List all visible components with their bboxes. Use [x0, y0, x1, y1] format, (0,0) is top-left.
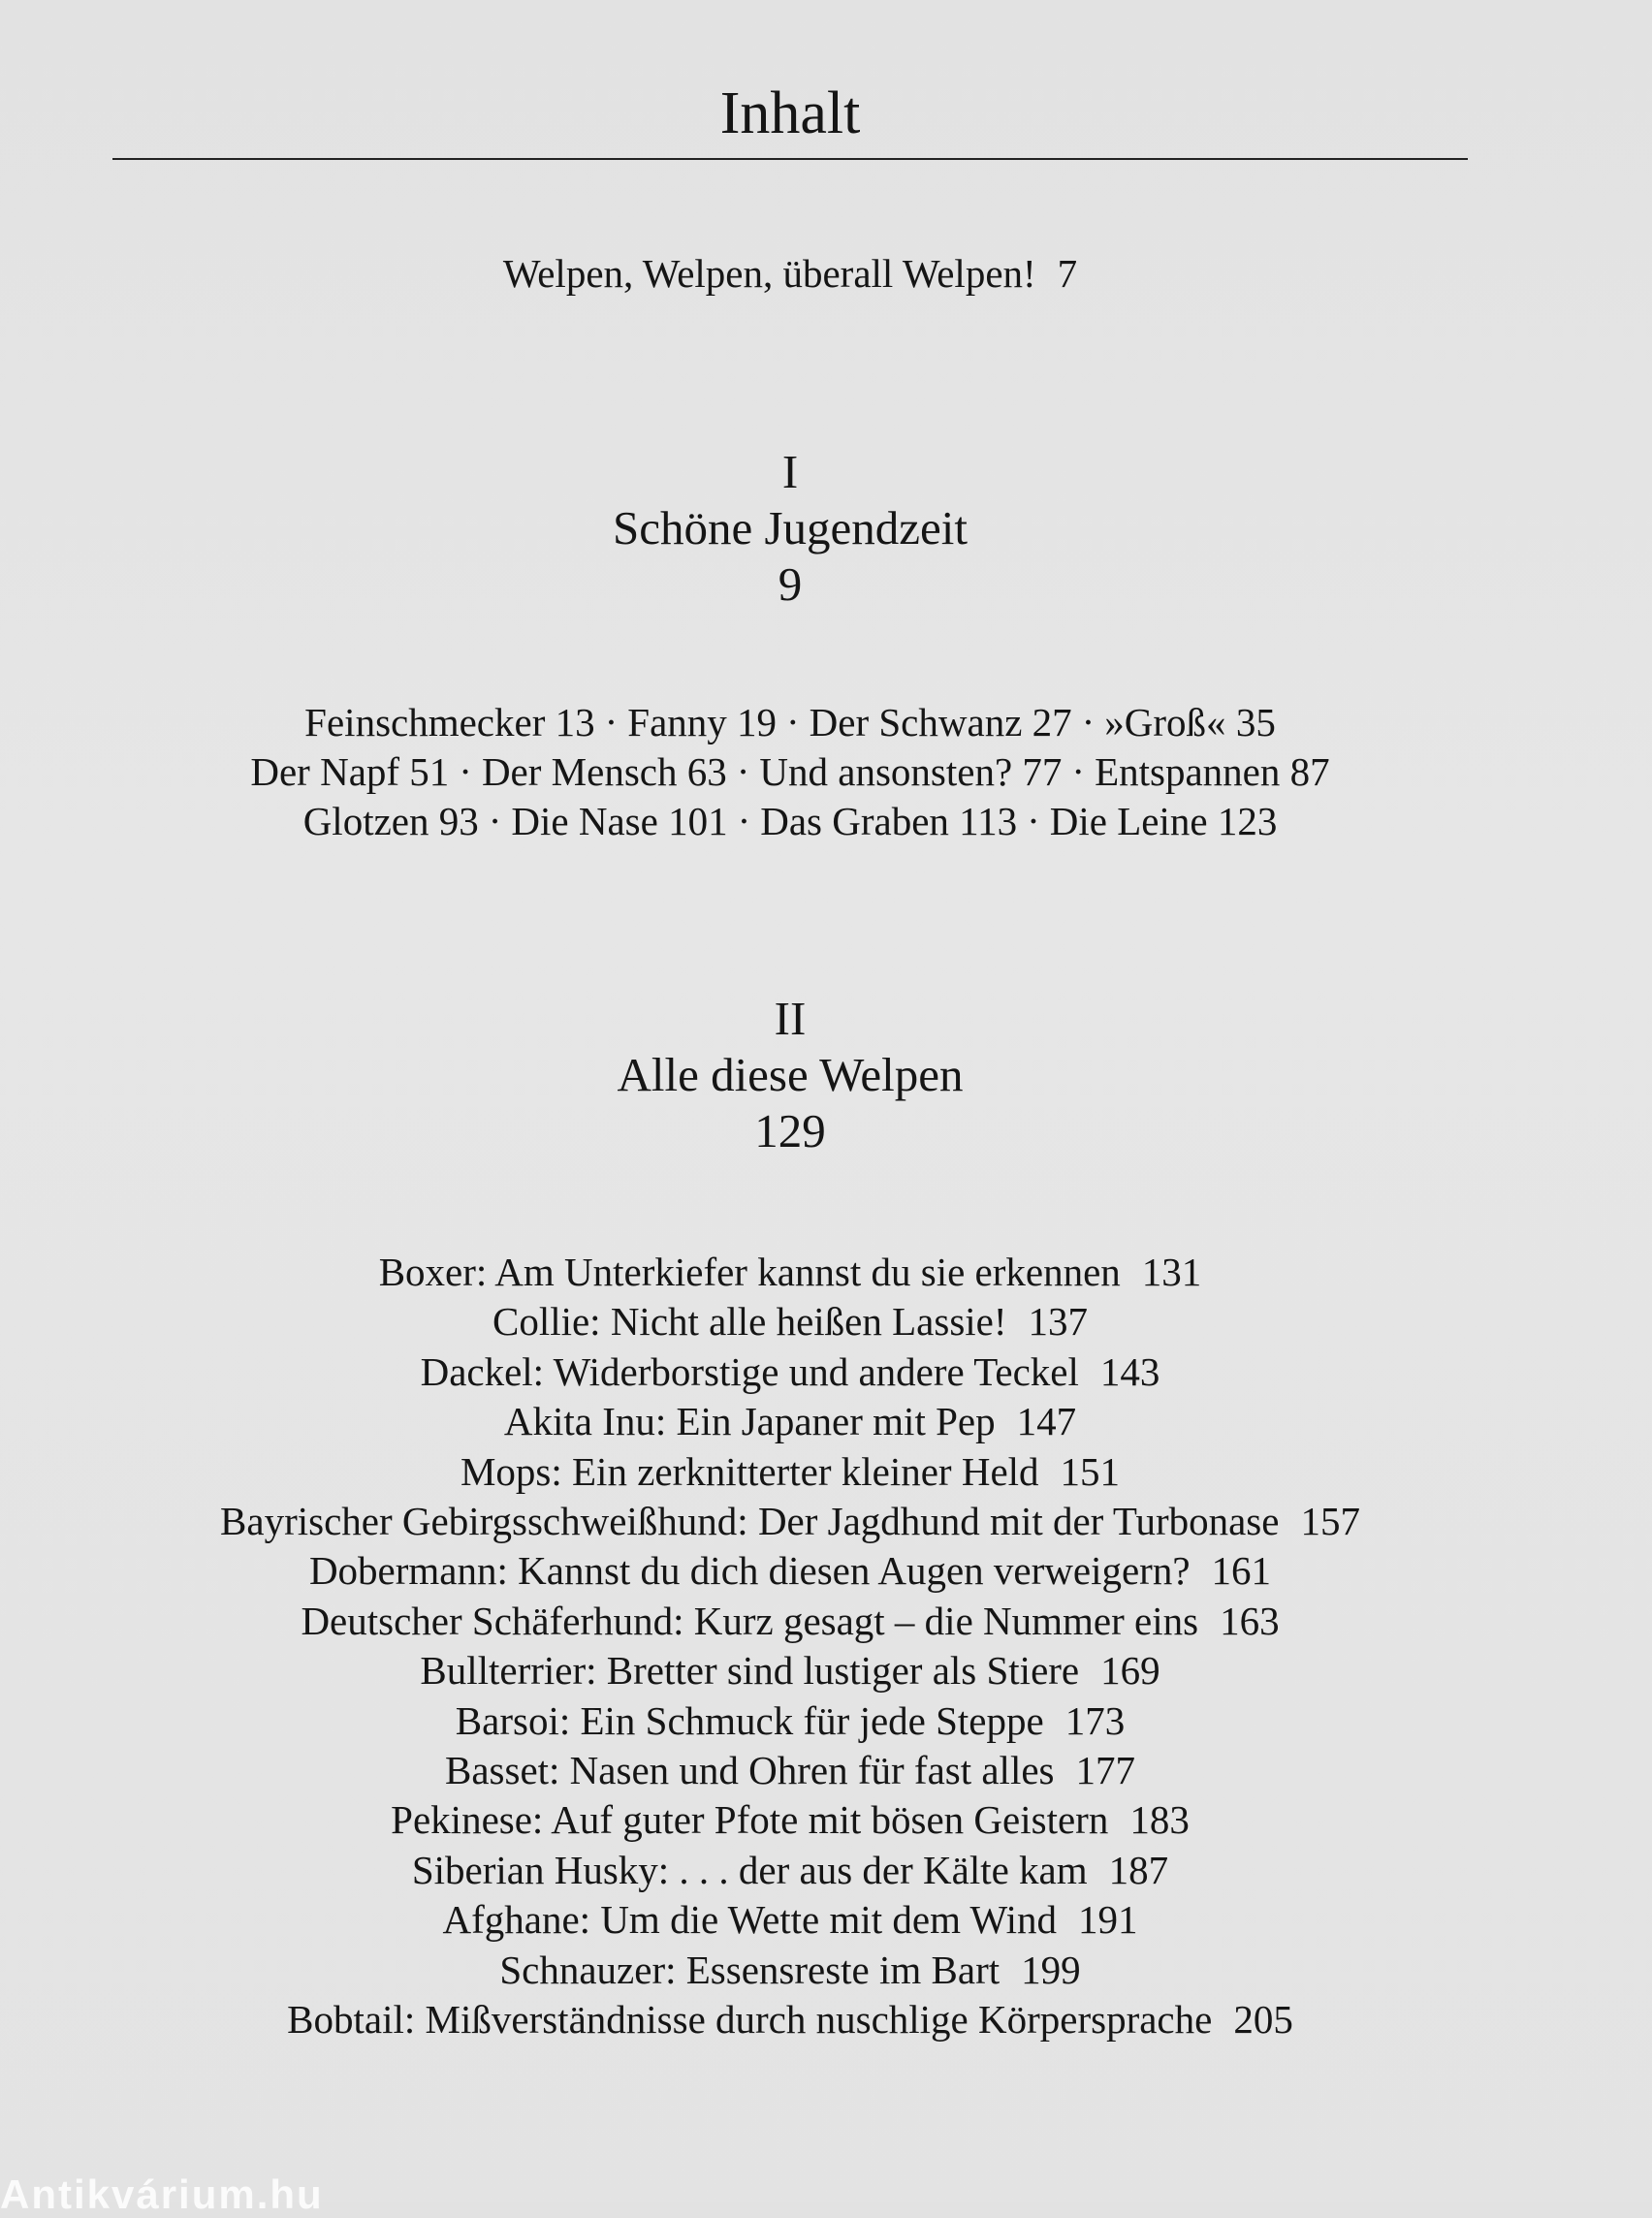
chapter-page-number: 63 — [686, 749, 727, 794]
watermark-logo: Antikvárium.hu — [0, 2171, 324, 2217]
chapter-title: Der Schwanz — [809, 700, 1023, 745]
chapter-page-number: 143 — [1099, 1348, 1160, 1394]
chapter-entry — [1095, 749, 1330, 794]
part-heading-1 — [0, 444, 1580, 613]
chapter-title: Basset: Nasen und Ohren für fast alles — [445, 1748, 1055, 1793]
chapter-page-number: 93 — [438, 799, 479, 843]
chapter-row — [0, 1248, 1580, 1297]
chapter-title: Glotzen — [302, 799, 429, 843]
chapter-title: Afghane: Um die Wette mit dem Wind — [442, 1897, 1057, 1943]
chapter-title: »Groß« — [1104, 700, 1226, 745]
separator-dot: · — [488, 799, 502, 843]
chapter-title: Akita Inu: Ein Japaner mit Pep — [503, 1399, 996, 1444]
chapter-entry — [760, 799, 1017, 843]
chapter-row — [0, 1895, 1580, 1945]
intro-entry — [0, 244, 1580, 302]
chapter-row — [0, 1946, 1580, 1995]
chapter-title: Siberian Husky: . . . der aus der Kälte kam — [411, 1847, 1088, 1892]
chapter-page-number: 51 — [409, 749, 450, 794]
chapter-row — [0, 1397, 1580, 1446]
separator-dot: · — [459, 749, 472, 794]
chapter-row — [0, 1447, 1580, 1497]
chapter-page-number: 199 — [1021, 1947, 1081, 1992]
chapter-page-number: 177 — [1075, 1748, 1135, 1793]
chapter-page-number: 113 — [959, 799, 1018, 843]
part-1-chapter-list — [0, 698, 1580, 846]
chapter-row — [0, 1995, 1580, 2044]
chapter-page-number: 137 — [1028, 1299, 1089, 1345]
separator-dot: · — [1071, 749, 1086, 794]
chapter-page-number: 205 — [1233, 1997, 1293, 2043]
chapter-title: Und ansonsten? — [759, 749, 1013, 794]
chapter-row — [0, 1597, 1580, 1646]
chapter-page-number: 131 — [1141, 1250, 1202, 1294]
chapter-page-number: 173 — [1064, 1697, 1126, 1743]
part-numeral: II — [774, 992, 807, 1045]
chapter-entry — [1104, 700, 1276, 745]
chapter-title: Mops: Ein zerknitterter kleiner Held — [460, 1448, 1039, 1494]
chapter-title: Schnauzer: Essensreste im Bart — [499, 1947, 1001, 1992]
part-title: Alle diese Welpen — [617, 1048, 964, 1101]
chapter-title: Das Graben — [760, 799, 949, 843]
chapter-entry — [511, 799, 727, 843]
chapter-entry — [250, 749, 449, 794]
chapter-title: Der Napf — [250, 749, 400, 794]
separator-dot: · — [1027, 799, 1040, 843]
chapter-row — [0, 1347, 1580, 1397]
chapter-row — [0, 1297, 1580, 1347]
chapter-title: Entspannen — [1095, 749, 1281, 794]
chapter-page-number: 35 — [1235, 700, 1276, 745]
chapter-page-number: 161 — [1211, 1548, 1272, 1594]
chapter-entry — [303, 799, 479, 843]
chapter-row — [0, 797, 1580, 846]
chapter-page-number: 123 — [1217, 799, 1278, 843]
chapter-page-number: 27 — [1032, 700, 1072, 745]
part-2-chapter-list — [0, 1248, 1580, 2045]
intro-title: Welpen, Welpen, überall Welpen! — [502, 251, 1036, 296]
chapter-title: Bayrischer Gebirgsschweißhund: Der Jagdhund mit der Turbonase — [220, 1499, 1280, 1544]
chapter-title: Dackel: Widerborstige und andere Teckel — [420, 1348, 1079, 1394]
part-page-number: 9 — [778, 557, 803, 611]
chapter-title: Bullterrier: Bretter sind lustiger als Stiere — [420, 1648, 1080, 1694]
chapter-page-number: 157 — [1300, 1499, 1360, 1544]
separator-dot: · — [786, 700, 800, 745]
chapter-page-number: 87 — [1289, 749, 1330, 794]
part-heading-2 — [0, 991, 1580, 1159]
chapter-row — [0, 1795, 1580, 1845]
chapter-title: Dobermann: Kannst du dich diesen Augen verweigern? — [308, 1548, 1191, 1594]
chapter-entry — [759, 749, 1062, 794]
chapter-page-number: 151 — [1060, 1448, 1121, 1494]
chapter-entry — [304, 700, 594, 745]
intro-page-number: 7 — [1057, 251, 1078, 296]
chapter-entry — [482, 749, 727, 794]
chapter-page-number: 183 — [1129, 1797, 1190, 1843]
chapter-page-number: 19 — [737, 700, 778, 745]
chapter-title: Bobtail: Mißverständnisse durch nuschlige Körpersprache — [287, 1997, 1213, 2043]
header-rule-divider — [112, 158, 1468, 160]
chapter-title: Collie: Nicht alle heißen Lassie! — [492, 1299, 1007, 1345]
chapter-row — [0, 1846, 1580, 1895]
page-title: Inhalt — [719, 80, 861, 146]
part-page-number: 129 — [754, 1104, 826, 1157]
chapter-page-number: 101 — [668, 799, 728, 843]
separator-dot: · — [736, 749, 750, 794]
chapter-page-number: 163 — [1220, 1598, 1280, 1643]
chapter-title: Der Mensch — [481, 749, 678, 794]
chapter-title: Boxer: Am Unterkiefer kannst du sie erkennen — [378, 1250, 1121, 1294]
chapter-row — [0, 1696, 1580, 1746]
chapter-page-number: 169 — [1100, 1648, 1160, 1694]
chapter-row — [0, 1546, 1580, 1596]
chapter-row — [0, 747, 1580, 797]
chapter-row — [0, 1646, 1580, 1695]
chapter-title: Feinschmecker — [304, 700, 546, 745]
chapter-entry — [627, 700, 777, 745]
chapter-title: Deutscher Schäferhund: Kurz gesagt – die Nummer eins — [301, 1598, 1199, 1643]
chapter-page-number: 187 — [1108, 1847, 1169, 1892]
chapter-page-number: 191 — [1077, 1897, 1138, 1943]
chapter-row — [0, 1497, 1580, 1546]
chapter-title: Die Leine — [1049, 799, 1208, 843]
chapter-title: Pekinese: Auf guter Pfote mit bösen Geistern — [391, 1797, 1109, 1843]
chapter-page-number: 147 — [1016, 1399, 1077, 1444]
chapter-page-number: 77 — [1022, 749, 1063, 794]
separator-dot: · — [604, 700, 619, 745]
chapter-entry — [810, 700, 1072, 745]
chapter-title: Die Nase — [511, 799, 658, 843]
chapter-row — [0, 698, 1580, 747]
part-title: Schöne Jugendzeit — [612, 501, 969, 554]
chapter-row — [0, 1746, 1580, 1795]
chapter-page-number: 13 — [555, 700, 595, 745]
separator-dot: · — [1081, 700, 1096, 745]
chapter-entry — [1050, 799, 1278, 843]
part-numeral: I — [781, 445, 799, 498]
separator-dot: · — [737, 799, 751, 843]
chapter-title: Barsoi: Ein Schmuck für jede Steppe — [455, 1697, 1044, 1743]
chapter-title: Fanny — [627, 700, 727, 745]
